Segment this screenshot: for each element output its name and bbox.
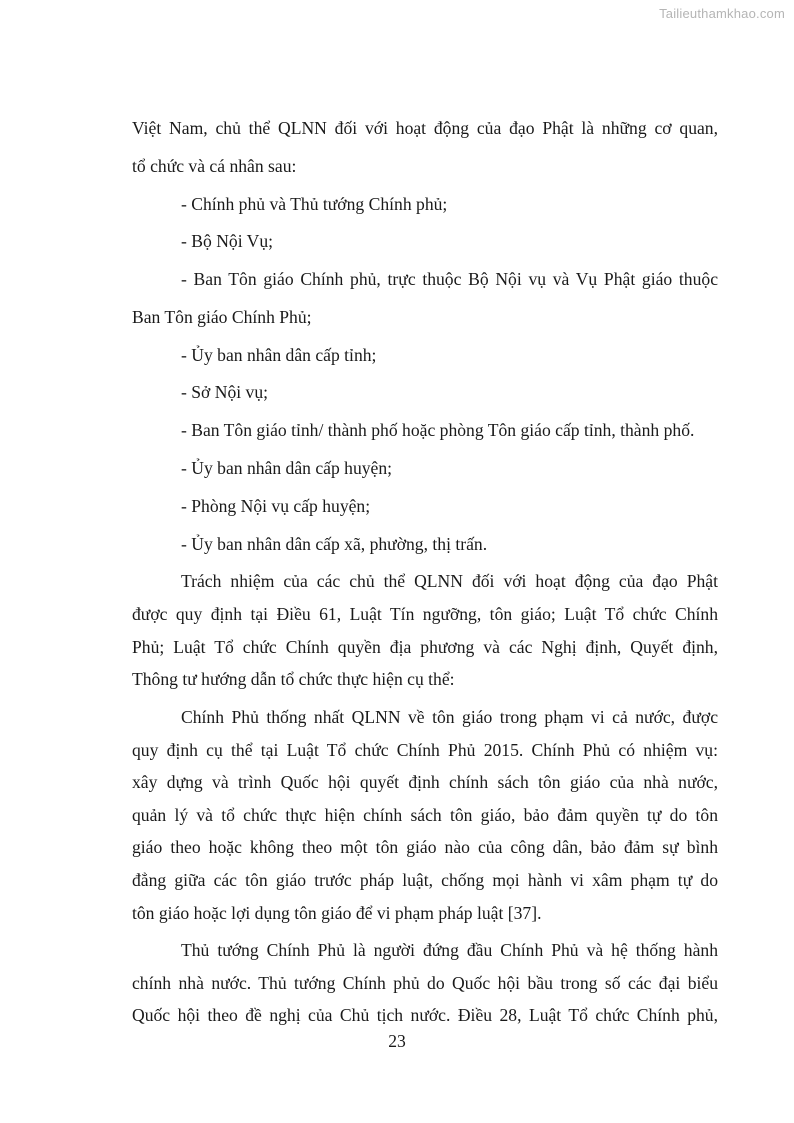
list-item: - Ban Tôn giáo tỉnh/ thành phố hoặc phòng Tôn giáo cấp tỉnh, thành phố.: [181, 420, 695, 441]
watermark: Tailieuthamkhao.com: [659, 6, 785, 21]
document-body: [132, 112, 718, 1032]
paragraph-line: Quốc hội theo đề nghị của Chủ tịch nước. Điều 28, Luật Tổ chức Chính phủ,: [132, 1005, 718, 1026]
list-item: - Bộ Nội Vụ;: [181, 231, 274, 252]
paragraph-line: Phủ; Luật Tổ chức Chính quyền địa phương và các Nghị định, Quyết định,: [132, 636, 718, 657]
list-item: - Ủy ban nhân dân cấp xã, phường, thị trấn.: [181, 533, 488, 554]
text-line: Việt Nam, chủ thể QLNN đối với hoạt động của đạo Phật là những cơ quan,: [132, 118, 718, 138]
paragraph-line: xây dựng và trình Quốc hội quyết định chính sách tôn giáo của nhà nước,: [132, 772, 718, 793]
list-item: - Ủy ban nhân dân cấp tỉnh;: [181, 344, 377, 365]
paragraph-line: chính nhà nước. Thủ tướng Chính phủ do Quốc hội bầu trong số các đại biểu: [132, 972, 718, 993]
list-item: - Sở Nội vụ;: [181, 382, 269, 403]
paragraph-line: Chính Phủ thống nhất QLNN về tôn giáo trong phạm vi cả nước, được: [181, 706, 718, 727]
paragraph-line: Thủ tướng Chính Phủ là người đứng đầu Chính Phủ và hệ thống hành: [181, 940, 718, 961]
text-line: Ban Tôn giáo Chính Phủ;: [132, 306, 312, 327]
paragraph-line: quản lý và tổ chức thực hiện chính sách tôn giáo, bảo đảm quyền tự do tôn: [132, 804, 718, 825]
paragraph-line: giáo theo hoặc không theo một tôn giáo nào của công dân, bảo đảm sự bình: [132, 837, 718, 858]
page-number: 23: [388, 1031, 406, 1051]
paragraph-line: Trách nhiệm của các chủ thể QLNN đối với hoạt động của đạo Phật: [181, 571, 718, 592]
list-item: - Chính phủ và Thủ tướng Chính phủ;: [181, 193, 448, 214]
list-item: - Phòng Nội vụ cấp huyện;: [181, 495, 371, 516]
list-item: - Ban Tôn giáo Chính phủ, trực thuộc Bộ Nội vụ và Vụ Phật giáo thuộc: [181, 269, 718, 290]
paragraph-line: đẳng giữa các tôn giáo trước pháp luật, chống mọi hành vi xâm phạm tự do: [132, 869, 718, 890]
paragraph-line: quy định cụ thể tại Luật Tổ chức Chính Phủ 2015. Chính Phủ có nhiệm vụ:: [132, 739, 718, 760]
paragraph-line: được quy định tại Điều 61, Luật Tín ngưỡng, tôn giáo; Luật Tổ chức Chính: [132, 603, 718, 624]
list-item: - Ủy ban nhân dân cấp huyện;: [181, 458, 393, 479]
paragraph-line: tôn giáo hoặc lợi dụng tôn giáo để vi phạm pháp luật [37].: [132, 902, 542, 923]
paragraph-line: Thông tư hướng dẫn tổ chức thực hiện cụ thể:: [132, 669, 455, 690]
text-line: tổ chức và cá nhân sau:: [132, 155, 297, 176]
